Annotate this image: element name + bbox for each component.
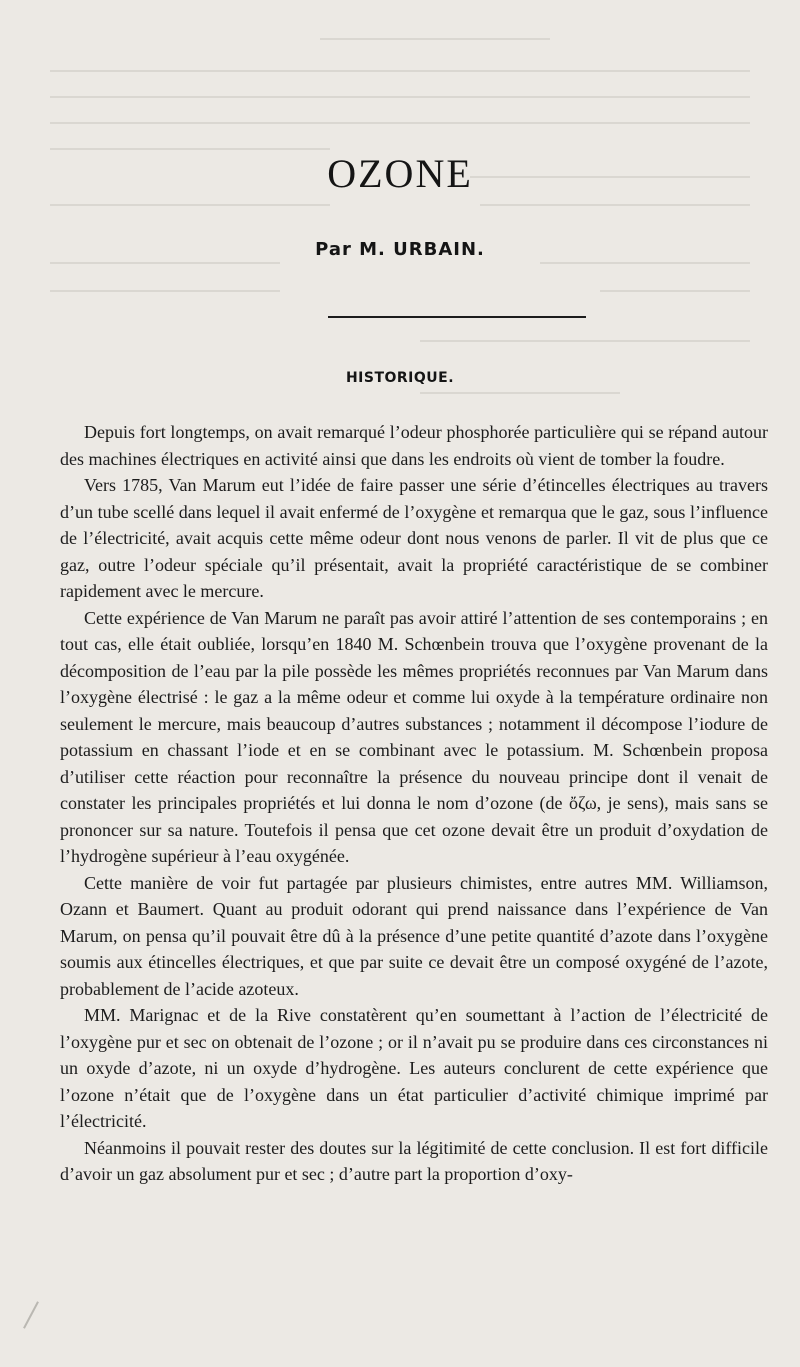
- article-body: [60, 419, 768, 1188]
- margin-mark: [23, 1301, 39, 1328]
- paragraph: Néanmoins il pouvait rester des doutes sur la légitimité de cette conclusion. Il est fort difficile d’avoir un gaz absolument pur et sec ; d’autre part la proportion d’oxy-: [60, 1137, 768, 1184]
- author-byline: Par M. URBAIN.: [315, 239, 485, 260]
- section-heading: HISTORIQUE.: [345, 370, 455, 386]
- article-title: OZONE: [327, 151, 473, 196]
- paragraph: Vers 1785, Van Marum eut l’idée de faire passer une série d’étincelles électriques au travers d’un tube scellé dans lequel il avait enfermé de l’oxygène et remarqua que le gaz, sous l’influence de l’électricité, avait acquis cette même odeur dont nous venons de parler. Il vit de plus que ce gaz, outre l’odeur spéciale qu’il présentait, avait la propriété caractéristique de se combiner rapidement avec le mercure.: [60, 475, 768, 601]
- paragraph: Depuis fort longtemps, on avait remarqué l’odeur phosphorée particulière qui se répand autour des machines électriques en activité ainsi que dans les endroits où vient de tomber la foudre.: [60, 422, 768, 469]
- paragraph: Cette manière de voir fut partagée par plusieurs chimistes, entre autres MM. Williamson, Ozann et Baumert. Quant au produit odorant qui prend naissance dans l’expérience de Van Marum, on pensa qu’il pouvait être dû à la présence d’une petite quantité d’azote dans l’oxygène soumis aux étincelles électriques, et que par suite ce devait être un composé oxygéné de l’azote, probablement de l’acide azoteux.: [60, 872, 768, 999]
- paragraph: Cette expérience de Van Marum ne paraît pas avoir attiré l’attention de ses contemporains ; en tout cas, elle était oubliée, lorsqu’en 1840 M. Schœnbein trouva que l’oxygène provenant de la décomposition de l’eau par la pile possède les mêmes propriétés reconnues par Van Marum dans l’oxygène électrisé : le gaz a la même odeur et comme lui oxyde à la température ordinaire non seulement le mercure, mais beaucoup d’autres substances ; notamment il décompose l’iodure de potassium en chassant l’iode et en se combinant avec le potassium. M. Schœnbein proposa d’utiliser cette réaction pour reconnaître la présence du nouveau principe dont il venait de constater les principales propriétés et lui donna le nom d’ozone (de ὄζω, je sens), mais sans se prononcer sur sa nature. Toutefois il pensa que cet ozone devait être un produit d’oxydation de l’hydrogène supérieur à l’eau oxygénée.: [60, 607, 768, 866]
- paragraph: MM. Marignac et de la Rive constatèrent qu’en soumettant à l’action de l’électricité de l’oxygène pur et sec on obtenait de l’ozone ; or il n’avait pu se produire dans ces circonstances ni un oxyde d’azote, ni un oxyde d’hydrogène. Les auteurs conclurent de cette expérience que l’ozone n’était que de l’oxygène dans un état particulier d’activité chimique imprimé par l’électricité.: [60, 1005, 768, 1131]
- title-rule: [328, 316, 586, 318]
